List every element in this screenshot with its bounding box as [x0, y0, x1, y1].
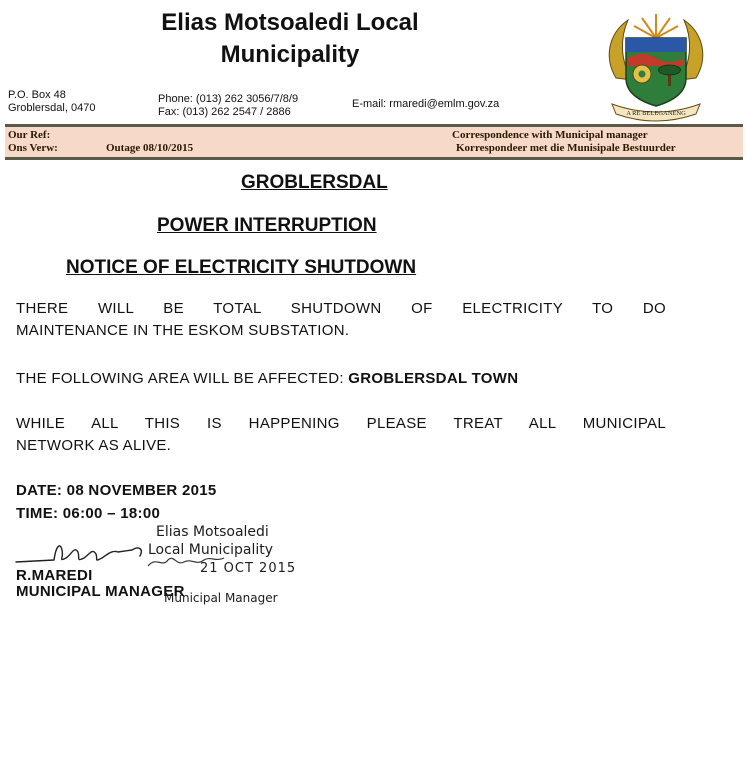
municipality-title-line1: Elias Motsoaledi Local [161, 9, 419, 36]
outage-date: DATE: 08 NOVEMBER 2015 [16, 482, 217, 499]
stamp-line-1: Elias Motsoaledi [156, 524, 269, 540]
paragraph-1-line-2: MAINTENANCE IN THE ESKOM SUBSTATION. [16, 322, 350, 339]
stamp-line-3: Municipal Manager [164, 591, 278, 605]
ons-verw-label: Ons Verw: [8, 142, 58, 154]
phone-number: Phone: (013) 262 3056/7/8/9 [158, 93, 299, 105]
signatory-name: R.MAREDI [16, 567, 93, 584]
town-postal-code: Groblersdal, 0470 [8, 102, 96, 114]
paragraph-1-line-1: THERE WILL BE TOTAL SHUTDOWN OF ELECTRICITY TO DO [16, 300, 666, 317]
stamp-date: 21 OCT 2015 [200, 561, 297, 576]
reference-bar-bottom-rule [5, 157, 743, 160]
affected-area: GROBLERSDAL TOWN [348, 370, 519, 387]
our-ref-label: Our Ref: [8, 129, 51, 141]
crest-icon [598, 8, 714, 122]
stamp-line-2: Local Municipality [148, 542, 274, 558]
affected-area-prefix: THE FOLLOWING AREA WILL BE AFFECTED: [16, 370, 349, 387]
outage-time: TIME: 06:00 – 18:00 [16, 505, 161, 522]
outage-reference: Outage 08/10/2015 [106, 142, 194, 154]
email-address: E-mail: rmaredi@emlm.gov.za [352, 98, 500, 110]
paragraph-2 [16, 370, 518, 387]
municipal-crest [598, 8, 714, 122]
stamp-initials [146, 552, 226, 572]
heading-town: GROBLERSDAL [241, 172, 388, 193]
correspondence-afrikaans: Korrespondeer met die Munisipale Bestuurder [456, 142, 676, 154]
po-box: P.O. Box 48 [8, 89, 66, 101]
paragraph-3-line-1: WHILE ALL THIS IS HAPPENING PLEASE TREAT ALL MUNICIPAL [16, 415, 666, 432]
signatory-position: MUNICIPAL MANAGER [16, 583, 185, 600]
heading-notice: NOTICE OF ELECTRICITY SHUTDOWN [66, 257, 417, 278]
municipality-title-line2: Municipality [220, 41, 360, 68]
crest-motto: A RE BELEGANENG [626, 110, 686, 117]
correspondence-english: Correspondence with Municipal manager [452, 129, 648, 141]
paragraph-3-line-2: NETWORK AS ALIVE. [16, 437, 172, 454]
heading-power-interruption: POWER INTERRUPTION [157, 215, 377, 236]
fax-number: Fax: (013) 262 2547 / 2886 [158, 106, 291, 118]
